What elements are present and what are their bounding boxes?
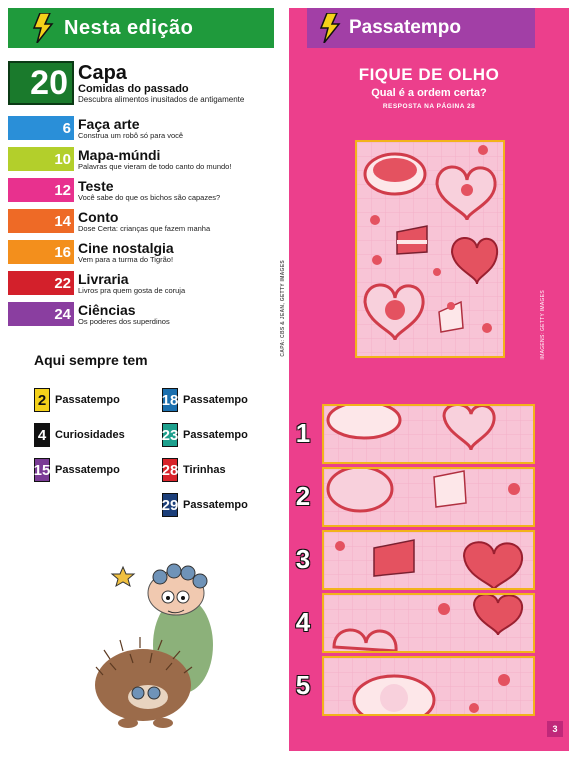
always-item-page-badge: 28 [162, 458, 178, 482]
cakes-pattern-illustration [357, 142, 503, 356]
strip-cakes-illustration [324, 595, 533, 651]
always-item[interactable] [162, 493, 248, 517]
toc-item[interactable] [8, 302, 170, 326]
toc-page-number: 6 [8, 116, 74, 140]
toc-item[interactable] [8, 178, 220, 202]
image-credit-text: IMAGENS: GETTY IMAGES [540, 290, 546, 360]
cover-title: Capa [78, 61, 127, 84]
toc-page-number: 12 [8, 178, 74, 202]
toc-item[interactable] [8, 147, 231, 171]
toc-item-title: Faça arte [78, 115, 140, 132]
toc-item[interactable] [8, 240, 174, 264]
puzzle-header-title: Passatempo [349, 17, 461, 38]
lightning-bolt-icon [32, 13, 54, 43]
toc-item-title: Livraria [78, 270, 129, 287]
always-item[interactable] [34, 388, 120, 412]
cover-description: Descubra alimentos inusitados de antigamente [78, 94, 245, 104]
toc-item-description: Livros pra quem gosta de coruja [78, 285, 186, 295]
always-item-label: Passatempo [183, 394, 248, 406]
puzzle-strip[interactable] [322, 530, 535, 590]
toc-page-number: 24 [8, 302, 74, 326]
always-item[interactable] [162, 388, 248, 412]
puzzle-header [307, 8, 535, 48]
toc-item-title: Conto [78, 208, 119, 225]
toc-page-number: 22 [8, 271, 74, 295]
toc-item-title: Mapa-múndi [78, 146, 161, 163]
toc-item-title: Teste [78, 177, 114, 194]
always-item-label: Curiosidades [55, 429, 125, 441]
strip-number-label: 3 [295, 544, 311, 574]
reference-image [355, 140, 505, 358]
always-item-page-badge: 2 [34, 388, 50, 412]
toc-item-description: Palavras que vieram de todo canto do mundo! [78, 161, 232, 171]
always-item[interactable] [34, 458, 120, 482]
always-item[interactable] [162, 423, 248, 447]
always-item-label: Tirinhas [183, 464, 226, 476]
strip-number-label: 4 [295, 607, 311, 637]
strip-cakes-illustration [324, 406, 533, 462]
cover-subtitle: Comidas do passado [78, 82, 189, 95]
toc-page-number: 16 [8, 240, 74, 264]
answer-note: RESPOSTA NA PÁGINA 28 [382, 103, 476, 110]
puzzle-strip[interactable] [322, 656, 535, 716]
strip-number-label: 2 [295, 481, 311, 511]
toc-item-description: Você sabe do que os bichos são capazes? [78, 192, 221, 202]
toc-item-title: Cine nostalgia [78, 239, 174, 256]
toc-page-number: 14 [8, 209, 74, 233]
always-item-page-badge: 23 [162, 423, 178, 447]
hedgehog-cartoon-illustration [88, 555, 228, 730]
toc-item[interactable] [8, 271, 185, 295]
always-item-label: Passatempo [183, 499, 248, 511]
puzzle-strip[interactable] [322, 467, 535, 527]
toc-page-number: 10 [8, 147, 74, 171]
always-item-label: Passatempo [183, 429, 248, 441]
puzzle-strip[interactable] [322, 593, 535, 653]
always-item-page-badge: 18 [162, 388, 178, 412]
toc-item-cover[interactable] [8, 61, 244, 105]
always-item-page-badge: 29 [162, 493, 178, 517]
always-item-page-badge: 15 [34, 458, 50, 482]
strip-cakes-illustration [324, 658, 533, 714]
puzzle-title: FIQUE DE OLHO [358, 65, 500, 84]
always-item-label: Passatempo [55, 394, 120, 406]
toc-item-description: Os poderes dos superdinos [78, 316, 170, 326]
strip-number-label: 5 [295, 670, 311, 700]
strip-cakes-illustration [324, 532, 533, 588]
contents-header [8, 8, 274, 48]
toc-item-description: Construa um robô só para você [78, 130, 184, 140]
strips-container [295, 404, 535, 720]
toc-item-description: Vem para a turma do Tigrão! [78, 254, 174, 264]
cover-page-number: 20 [8, 61, 74, 105]
puzzle-strip[interactable] [322, 404, 535, 464]
toc-item-title: Ciências [78, 301, 136, 318]
always-item[interactable] [34, 423, 125, 447]
always-section-title: Aqui sempre tem [34, 352, 148, 368]
page-number: 3 [547, 721, 563, 737]
contents-title: Nesta edição [64, 16, 194, 39]
toc-item[interactable] [8, 116, 183, 140]
strip-number-label: 1 [295, 418, 311, 448]
toc-item-description: Dose Certa: crianças que fazem manha [78, 223, 211, 233]
always-item-label: Passatempo [55, 464, 120, 476]
puzzle-question: Qual é a ordem certa? [371, 87, 487, 99]
always-item-page-badge: 4 [34, 423, 50, 447]
cover-credit-text: CAPA: CBS & JEAN, GETTY IMAGES [280, 260, 286, 357]
always-item[interactable] [162, 458, 226, 482]
lightning-bolt-icon [319, 13, 341, 43]
toc-item[interactable] [8, 209, 210, 233]
strip-cakes-illustration [324, 469, 533, 525]
